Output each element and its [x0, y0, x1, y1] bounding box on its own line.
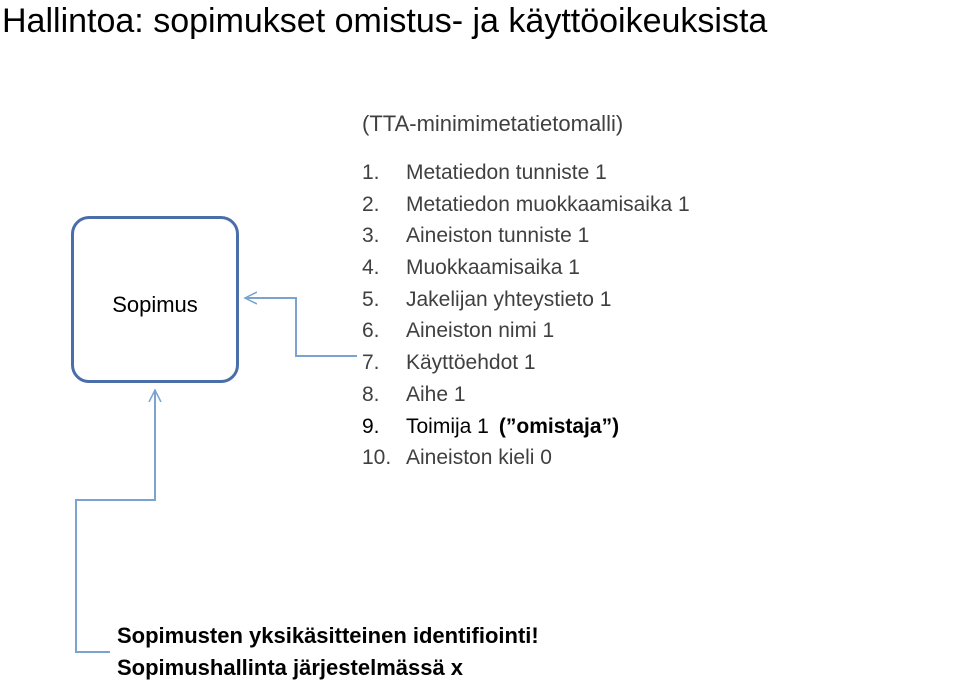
- owner-note: (”omistaja”): [498, 414, 620, 438]
- metadata-item-text: Aihe 1: [406, 382, 466, 406]
- metadata-item-number: 9.: [362, 414, 380, 438]
- metadata-item-number: 8.: [362, 382, 380, 406]
- metadata-item-text: Metatiedon tunniste 1: [406, 161, 607, 184]
- metadata-item-number: 4.: [362, 256, 380, 280]
- metadata-item-text: Aineiston tunniste 1: [406, 224, 590, 248]
- metadata-item-text: Jakelijan yhteystieto 1: [406, 287, 612, 311]
- footer-line-1: Sopimusten yksikäsitteinen identifiointi!: [117, 623, 539, 648]
- model-subtitle: (TTA-minimimetatietomalli): [362, 111, 624, 136]
- metadata-item-text: Metatiedon muokkaamisaika 1: [406, 192, 690, 216]
- arrow-from-agreement-item: [245, 298, 357, 356]
- metadata-item-number: 2.: [362, 192, 380, 216]
- metadata-item-number: 10.: [362, 446, 392, 470]
- metadata-item-number: 5.: [362, 287, 380, 311]
- page-title: Hallintoa: sopimukset omistus- ja käyttöoikeuksista: [2, 2, 768, 40]
- metadata-item-text: Aineiston kieli 0: [406, 446, 552, 470]
- agreement-entity-label: Sopimus: [112, 291, 198, 317]
- metadata-item-text: Aineiston nimi 1: [406, 319, 555, 343]
- footer-line-2: Sopimushallinta järjestelmässä x: [117, 655, 464, 680]
- metadata-item-number: 7.: [362, 351, 380, 375]
- metadata-item-text: Käyttöehdot 1: [406, 351, 536, 375]
- footer-note: [117, 620, 539, 684]
- metadata-item-text: Muokkaamisaika 1: [406, 256, 580, 280]
- metadata-item-number: 1.: [362, 161, 380, 184]
- metadata-item-number: 6.: [362, 319, 380, 343]
- arrow-from-footer: [76, 390, 155, 652]
- metadata-item-number: 3.: [362, 224, 380, 248]
- metadata-item-text: Toimija 1: [406, 414, 489, 438]
- agreement-entity-box: [71, 216, 239, 383]
